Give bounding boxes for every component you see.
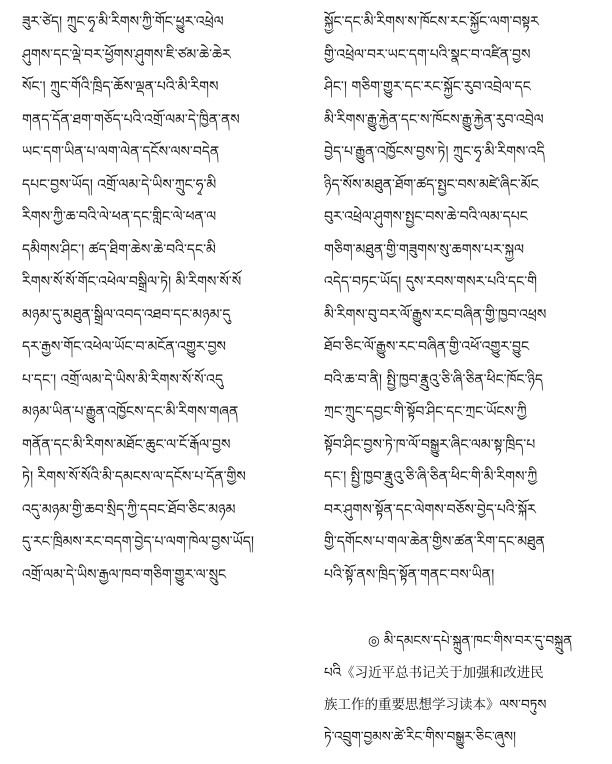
text-line: དར་རྒྱས་གོང་འཕེལ་ཡོང་བ་མངོན་འགྱུར་བྱས bbox=[22, 339, 226, 355]
text-line: གཅིག་མཐུན་གྱི་གཟུགས་སུ་ཆགས་པར་སྐྱལ bbox=[324, 241, 524, 258]
text-line: སོང་། ཀྲུང་གོའི་ཁྲིད་ཆོས་ལྡན་པའི་མི་རིགས bbox=[22, 79, 219, 95]
text-line: པའི་སྟོ་ནས་ཁྲིད་སྟོན་གནང་བས་ཡིན། bbox=[324, 566, 495, 583]
text-line: འགྲོ་ལམ་དེ་ཡིས་རྒྱལ་ཁབ་གཅིག་གྱུར་ལ་སྲུང bbox=[22, 566, 227, 583]
source-line-2 bbox=[324, 657, 594, 689]
text-line: ཤུགས་དང་ལྡེ་བར་ཕྱོགས་ཤུགས་ཇི་ཙམ་ཆེ་ཆེར bbox=[22, 46, 231, 63]
text-line: ཐོབ་ཅིང་ལོ་རྒྱུས་རང་བཞིན་གྱི་འཕོ་འགྱུར་བྱུང bbox=[324, 339, 530, 355]
text-line: འདུ་མཉམ་གྱི་ཆབ་སྲིད་ཀྱི་དབང་ཐོབ་ཅིང་མཉམ bbox=[22, 501, 236, 518]
text-line: གྱི་འཕྲེལ་བར་ཡང་དག་པའི་སྣང་བ་འཛིན་བྱས bbox=[324, 46, 531, 63]
text-line: སྐྱོང་དང་མི་རིགས་ས་ཁོངས་རང་སྐྱོང་ལག་བསྟར bbox=[324, 14, 539, 30]
text-line: བྱེད་པ་རྒྱུན་འཁྱོངས་བྱས་ཏེ། ཀྲུང་ཧྭ་མི་རིགས་འདི bbox=[324, 144, 545, 160]
text-line: བུར་འཕྲེལ་ཤུགས་སྤྱང་བས་ཆེ་བའི་ལམ་དཔང bbox=[324, 209, 528, 225]
text-line: ཏེ། རིགས་སོ་སོའི་མི་དམངས་ལ་དངོས་པ་དོན་གྱིས bbox=[22, 469, 246, 485]
text-line: གནད་དོན་ཐག་གཅོད་པའི་འགྲོ་ལམ་དེ་ཁྱིན་ནས bbox=[22, 111, 240, 128]
text-line: རིགས་སོ་སོ་གོང་འཕེལ་བསྒྲིལ་ཏེ། མི་རིགས་སོ་སོ bbox=[22, 274, 242, 290]
text-line: སྟོབ་ཤིང་བྱས་ཏེ་ཁ་ལོ་བསྒྱུར་ཞིང་ལམ་སྟ་ཁྲིད་པ bbox=[324, 436, 536, 453]
text-line: དང་། སྤྱི་ཁྱབ་རྣྲུའུ་ཅི་ཞི་ཅིན་ཕིང་གི་མི་རིགས་ཀྱི bbox=[324, 469, 538, 485]
text-line: རིགས་ཀྱི་ཆ་བའི་ལེ་ཕན་དང་གླིང་ལེ་ཕན་ལ bbox=[22, 209, 217, 225]
source-note bbox=[324, 625, 594, 753]
text-line: གནོན་དང་མི་རིགས་མཐོང་ཆུང་ལ་ངོ་རྒོལ་བྱས bbox=[22, 436, 231, 453]
source-text: ལས་བཏུས bbox=[499, 697, 547, 713]
text-line: ཀྲང་ཀྲུང་དབྱང་གི་སྟོབ་ཤིང་དང་ཀྲང་ཡོངས་ཀྱི bbox=[324, 404, 527, 420]
right-text-column bbox=[324, 6, 594, 591]
text-line: དམིགས་ཤིང་། ཚད་ཐིག་ཆེས་ཆེ་བའི་དང་མི bbox=[22, 241, 216, 258]
source-line-1 bbox=[324, 625, 594, 657]
text-line: མི་རིགས་རྒྱུ་རྐྱེན་དང་ས་ཁོངས་རྒྱུ་རྐྱེན་རུབ་འབྲེལ bbox=[324, 111, 544, 128]
source-line-4: ཏེ་འབྲུག་བྱམས་ཚེ་རིང་གིས་བསྒྱུར་ཅིང་ཞུས། bbox=[324, 729, 516, 745]
text-line: ཉིད་སོས་མཐུན་ཐོག་ཚད་སྤྱང་བས་མཛེ་ཞིང་མོང bbox=[324, 176, 539, 193]
text-line: འདེད་བཏང་ཡོད། དུས་རབས་གསར་པའི་དང་གི bbox=[324, 274, 537, 290]
book-title: 族工作的重要思想学习读本》 bbox=[324, 697, 500, 713]
text-line: མི་རིགས་བུ་བར་ལོ་རྒྱུས་རང་བཞིན་གྱི་ཁྱབ་འཕྲས bbox=[324, 306, 547, 323]
circle-mark-icon: ◎ bbox=[368, 633, 380, 649]
text-line: དཔང་བྱས་ཡོད། འགྲོ་ལམ་དེ་ཡིས་ཀྲུང་ཧྭ་མི bbox=[22, 176, 217, 193]
text-line: མཉམ་དུ་མཐུན་སྒྲིལ་འབད་འཐབ་དང་མཉམ་དུ bbox=[22, 306, 231, 323]
left-text-column bbox=[22, 6, 304, 591]
source-text: མི་དམངས་དཔེ་སྐྲུན་ཁང་གིས་བར་དུ་བསྐྲུན bbox=[383, 633, 573, 649]
text-line: བའི་ཆ་བ་ནི། སྤྱི་ཁྱབ་རྣྲུའུ་ཅི་ཞི་ཅིན་ཕིང་ཁོང་ཉིད bbox=[324, 371, 544, 388]
text-line: ཡང་དག་ཡིན་པ་ལག་ལེན་དངོས་ལས་བདེན bbox=[22, 144, 220, 160]
source-line-3 bbox=[324, 689, 594, 721]
text-line: ཤིང་། གཅིག་གྱུར་དང་རང་སྐྱོང་རུབ་འབྲེལ་དང bbox=[324, 79, 531, 95]
text-line: བར་ཤུགས་སྟོན་དང་ལེགས་བཅོས་བྱེད་པའི་སྐོར bbox=[324, 501, 536, 518]
text-line: དུ་རང་ཁྲིམས་རང་བདག་བྱེད་པ་ལག་ཁེལ་བྱས་ཡོད། bbox=[22, 534, 254, 550]
text-line: པ་དང་། འགྲོ་ལམ་དེ་ཡིས་མི་རིགས་སོ་སོ་འདུ bbox=[22, 371, 224, 388]
source-text: པའི bbox=[324, 665, 342, 681]
text-line: ཟུར་ཙེད། ཀྲུང་ཧྭ་མི་རིགས་ཀྱི་གོང་ཕྱུར་འཕྲེལ bbox=[22, 14, 224, 30]
text-line: མཉམ་ཡིན་པ་རྒྱུན་འཁྱོངས་དང་མི་རིགས་གཞན bbox=[22, 404, 239, 420]
text-line: གྱི་དགོངས་པ་གལ་ཆེན་གྱིས་ཚན་རིག་དང་མཐུན bbox=[324, 534, 545, 550]
book-title: 《习近平总书记关于加强和改进民 bbox=[341, 665, 544, 681]
